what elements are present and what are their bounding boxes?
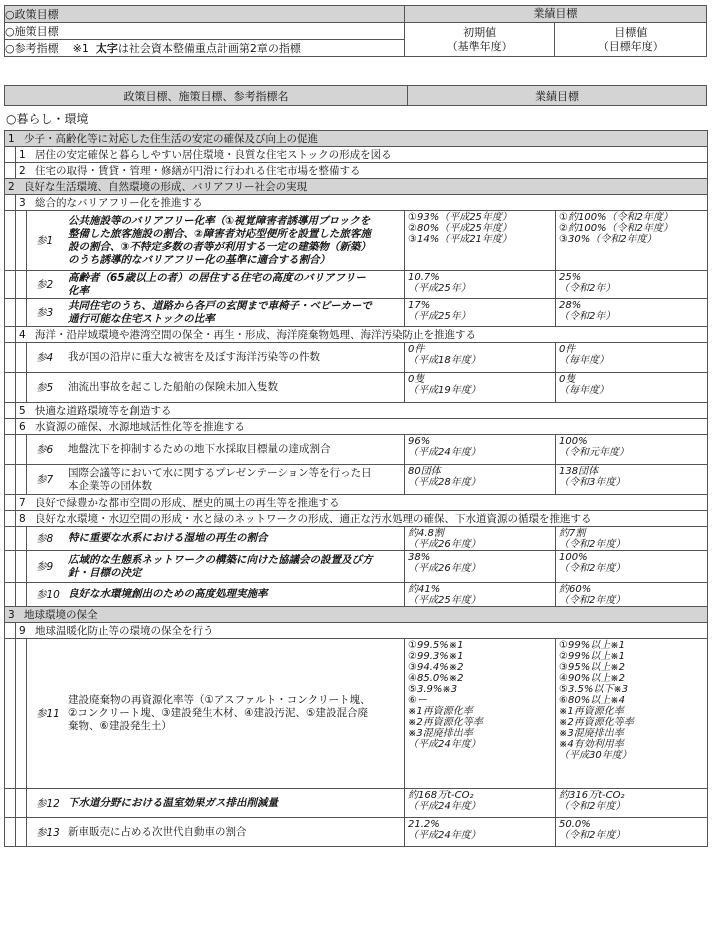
- indicator-row: [5, 435, 708, 465]
- measure-goal-number: 7: [19, 497, 26, 509]
- indent-cell: [5, 435, 16, 465]
- measure-goal-text: 住宅の取得・賃貸・管理・修繕が円滑に行われる住宅市場を整備する: [35, 165, 361, 177]
- indicator-text: 公共施設等のバリアフリー化率（①視覚障害者誘導用ブロックを整備した旅客施設の割合、②障害者対応型便所を設置した旅客施設の割合、③不特定多数の者等が利用する一定の建築物（新築）のうち誘導的なバリアフリー化の基準に適合する割合）: [68, 214, 371, 266]
- indicator-label: 参9: [36, 561, 54, 573]
- target-value: 138団体 （令和3年度）: [556, 465, 708, 495]
- policy-goal-number: 2: [8, 181, 15, 193]
- initial-value: 96% （平成24年度）: [405, 435, 556, 465]
- policy-row: [5, 419, 708, 435]
- initial-value: 約4.8割 （平成26年度）: [405, 527, 556, 551]
- indicator-text: 国際会議等において水に関するプレゼンテーション等を行った日本企業等の団体数: [68, 466, 372, 492]
- indicator-name: [27, 271, 405, 299]
- measure-goal-number: 4: [19, 329, 26, 341]
- measure-goal-text: 水資源の確保、水源地域活性化等を推進する: [35, 421, 245, 433]
- indicator-label: 参5: [36, 382, 54, 394]
- policy-row: [5, 607, 708, 623]
- indicator-label: 参12: [36, 797, 60, 810]
- measure-goal: [16, 163, 708, 179]
- measure-goal-text: 地球温暖化防止等の環境の保全を行う: [35, 625, 214, 637]
- indent-cell: [5, 195, 16, 211]
- indent-cell: [16, 211, 27, 271]
- indent-cell: [16, 583, 27, 607]
- measure-goal: [16, 495, 708, 511]
- initial-value: 17% （平成25年）: [405, 299, 556, 327]
- policy-row: [5, 147, 708, 163]
- policy-row: [5, 623, 708, 639]
- indicator-name: [27, 551, 405, 583]
- indicator-text: 高齢者（65歳以上の者）の居住する住宅の高度のバリアフリー化率: [68, 271, 366, 297]
- indicator-name: [27, 583, 405, 607]
- indent-cell: [5, 639, 16, 789]
- indicator-row: [5, 527, 708, 551]
- indent-cell: [5, 299, 16, 327]
- indent-cell: [16, 343, 27, 373]
- indent-cell: [5, 373, 16, 403]
- measure-goal-number: 3: [19, 197, 26, 209]
- measure-goal-text: 総合的なバリアフリー化を推進する: [35, 197, 203, 209]
- indicator-row: [5, 639, 708, 789]
- policy-goal: [5, 131, 708, 147]
- legend-indicator: ○参考指標 ※1 太字は社会資本整備重点計画第2章の指標: [5, 40, 405, 57]
- indicator-name: [27, 343, 405, 373]
- measure-goal-number: 1: [19, 149, 26, 161]
- legend-table: [4, 5, 707, 57]
- measure-goal: [16, 147, 708, 163]
- indent-cell: [16, 299, 27, 327]
- indicator-label: 参8: [36, 533, 54, 545]
- indicator-text: 特に重要な水系における湿地の再生の割合: [68, 532, 268, 544]
- measure-goal-text: 良好な水環境・水辺空間の形成・水と緑のネットワークの形成、適正な汚水処理の確保、下水道資源の循環を推進する: [35, 513, 592, 525]
- indent-cell: [5, 818, 16, 847]
- measure-goal: [16, 623, 708, 639]
- target-value: 約60% （令和2年度）: [556, 583, 708, 607]
- measure-goal-number: 8: [19, 513, 26, 525]
- measure-goal-text: 居住の安定確保と暮らしやすい居住環境・良質な住宅ストックの形成を図る: [35, 149, 392, 161]
- indent-cell: [5, 343, 16, 373]
- policy-row: [5, 495, 708, 511]
- policy-row: [5, 195, 708, 211]
- indicator-row: [5, 271, 708, 299]
- indicator-name: [27, 373, 405, 403]
- policy-row: [5, 403, 708, 419]
- policy-row: [5, 131, 708, 147]
- policy-goal-text: 少子・高齢化等に対応した住生活の安定の確保及び向上の促進: [24, 133, 318, 145]
- indicator-text: 建設廃棄物の再資源化率等（①アスファルト・コンクリート塊、②コンクリート塊、③建設発生木材、④建設汚泥、⑤建設混合廃棄物、⑥建設発生土）: [68, 694, 371, 732]
- policy-goal-number: 3: [8, 609, 15, 621]
- indicator-label: 参7: [36, 474, 54, 486]
- indent-cell: [5, 147, 16, 163]
- target-value: 約316万t-CO₂ （令和2年度）: [556, 789, 708, 818]
- indicator-text: 新車販売に占める次世代自動車の割合: [68, 825, 247, 838]
- policy-row: [5, 163, 708, 179]
- policy-goal: [5, 179, 708, 195]
- section-title: ○暮らし・環境: [6, 112, 89, 126]
- legend-initial: 初期値 （基準年度）: [404, 23, 555, 57]
- initial-value: 80団体 （平成28年度）: [405, 465, 556, 495]
- indent-cell: [5, 163, 16, 179]
- indicator-text: 下水道分野における温室効果ガス排出削減量: [68, 796, 278, 809]
- target-value: ①約100%（令和2年度） ②約100%（令和2年度） ③30%（令和2年度）: [556, 211, 708, 271]
- measure-goal-number: 6: [19, 421, 26, 433]
- indicator-row: [5, 789, 708, 818]
- measure-goal-number: 5: [19, 405, 26, 417]
- indent-cell: [16, 551, 27, 583]
- header-right: 業績目標: [408, 86, 707, 106]
- indent-cell: [5, 419, 16, 435]
- legend-target: 目標値 （目標年度）: [555, 23, 707, 57]
- indicator-label: 参10: [36, 589, 60, 601]
- indicator-table: [4, 130, 708, 847]
- indent-cell: [5, 789, 16, 818]
- initial-value: 38% （平成26年度）: [405, 551, 556, 583]
- indicator-text: 広域的な生態系ネットワークの構築に向けた協議会の設置及び方針・目標の決定: [68, 553, 373, 579]
- indent-cell: [5, 623, 16, 639]
- indicator-label: 参2: [36, 279, 54, 291]
- policy-goal-text: 地球環境の保全: [24, 609, 98, 621]
- indicator-text: 共同住宅のうち、道路から各戸の玄関まで車椅子・ベビーカーで通行可能な住宅ストックの比率: [68, 299, 372, 325]
- header-left: 政策目標、施策目標、参考指標名: [5, 86, 408, 106]
- indicator-row: [5, 211, 708, 271]
- policy-goal-number: 1: [8, 133, 15, 145]
- indent-cell: [5, 527, 16, 551]
- initial-value: 10.7% （平成25年）: [405, 271, 556, 299]
- policy-row: [5, 511, 708, 527]
- indent-cell: [5, 583, 16, 607]
- target-value: 0隻 （毎年度）: [556, 373, 708, 403]
- legend-perf: 業績目標: [404, 6, 706, 23]
- initial-value: ①99.5%※1 ②99.3%※1 ③94.4%※2 ④85.0%※2 ⑤3.9%※3 ⑥ー ※1再資源化率 ※2再資源化等率 ※3混廃排出率 （平成24年度）: [405, 639, 556, 789]
- indicator-name: [27, 435, 405, 465]
- measure-goal-text: 良好で緑豊かな都市空間の形成、歴史的風土の再生等を推進する: [35, 497, 340, 509]
- indicator-name: [27, 527, 405, 551]
- indent-cell: [5, 495, 16, 511]
- measure-goal-text: 海洋・沿岸域環境や港湾空間の保全・再生・形成、海洋廃棄物処理、海洋汚染防止を推進する: [35, 329, 476, 341]
- indent-cell: [5, 403, 16, 419]
- policy-row: [5, 179, 708, 195]
- indent-cell: [16, 373, 27, 403]
- indent-cell: [5, 465, 16, 495]
- indicator-name: [27, 465, 405, 495]
- indent-cell: [16, 435, 27, 465]
- indicator-label: 参4: [36, 352, 54, 364]
- indent-cell: [5, 271, 16, 299]
- target-value: 0件 （毎年度）: [556, 343, 708, 373]
- target-value: 50.0% （令和2年度）: [556, 818, 708, 847]
- measure-goal: [16, 327, 708, 343]
- legend-policy: ○政策目標: [5, 6, 405, 23]
- indent-cell: [5, 511, 16, 527]
- indicator-text: 良好な水環境創出のための高度処理実施率: [68, 588, 268, 600]
- indent-cell: [5, 211, 16, 271]
- indicator-row: [5, 299, 708, 327]
- indicator-label: 参3: [36, 307, 54, 319]
- indicator-row: [5, 583, 708, 607]
- indicator-label: 参11: [36, 708, 60, 720]
- indicator-name: [27, 639, 405, 789]
- indicator-row: [5, 373, 708, 403]
- measure-goal: [16, 511, 708, 527]
- indicator-name: [27, 211, 405, 271]
- indicator-row: [5, 818, 708, 847]
- target-value: 100% （令和2年度）: [556, 551, 708, 583]
- target-value: ①99%以上※1 ②99%以上※1 ③95%以上※2 ④90%以上※2 ⑤3.5%以下※3 ⑥80%以上※4 ※1再資源化率 ※2再資源化等率 ※3混廃排出率 ※4有効利用率 （平成30年度）: [556, 639, 708, 789]
- indicator-row: [5, 343, 708, 373]
- target-value: 25% （令和2年）: [556, 271, 708, 299]
- target-value: 100% （令和元年度）: [556, 435, 708, 465]
- legend-measure: ○施策目標: [5, 23, 405, 40]
- indent-cell: [16, 271, 27, 299]
- indicator-label: 参13: [36, 826, 60, 839]
- indicator-row: [5, 465, 708, 495]
- policy-row: [5, 327, 708, 343]
- initial-value: 0件 （平成18年度）: [405, 343, 556, 373]
- initial-value: 約168万t-CO₂ （平成24年度）: [405, 789, 556, 818]
- target-value: 28% （令和2年）: [556, 299, 708, 327]
- policy-goal-text: 良好な生活環境、自然環境の形成、バリアフリー社会の実現: [24, 181, 308, 193]
- indicator-label: 参6: [36, 444, 54, 456]
- initial-value: 0隻 （平成19年度）: [405, 373, 556, 403]
- policy-goal: [5, 607, 708, 623]
- indent-cell: [5, 327, 16, 343]
- indicator-label: 参1: [36, 235, 54, 247]
- indicator-name: [27, 818, 405, 847]
- indent-cell: [16, 789, 27, 818]
- initial-value: 21.2% （平成24年度）: [405, 818, 556, 847]
- measure-goal: [16, 419, 708, 435]
- measure-goal: [16, 403, 708, 419]
- indicator-row: [5, 551, 708, 583]
- measure-goal: [16, 195, 708, 211]
- indent-cell: [16, 527, 27, 551]
- measure-goal-number: 9: [19, 625, 26, 637]
- indent-cell: [5, 551, 16, 583]
- indicator-text: 油流出事故を起こした船舶の保険未加入隻数: [68, 381, 278, 393]
- indicator-name: [27, 299, 405, 327]
- initial-value: ①93%（平成25年度） ②80%（平成25年度） ③14%（平成21年度）: [405, 211, 556, 271]
- indent-cell: [16, 818, 27, 847]
- target-value: 約7割 （令和2年度）: [556, 527, 708, 551]
- measure-goal-number: 2: [19, 165, 26, 177]
- initial-value: 約41% （平成25年度）: [405, 583, 556, 607]
- column-header: [4, 85, 707, 106]
- indicator-text: 地盤沈下を抑制するための地下水採取目標量の達成割合: [68, 443, 331, 455]
- indicator-text: 我が国の沿岸に重大な被害を及ぼす海洋汚染等の件数: [68, 351, 320, 363]
- indent-cell: [16, 465, 27, 495]
- measure-goal-text: 快適な道路環境等を創造する: [35, 405, 172, 417]
- indent-cell: [16, 639, 27, 789]
- indicator-name: [27, 789, 405, 818]
